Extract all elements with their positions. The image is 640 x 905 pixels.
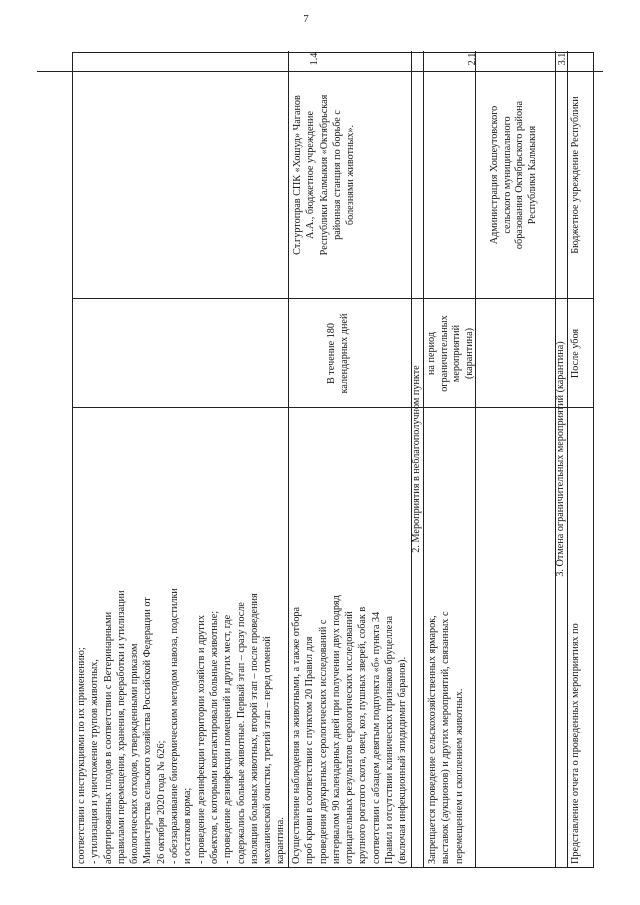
row-3-1-responsible: Бюджетное учреждение Республики: [570, 96, 581, 254]
text-line: районная станция по борьбе с: [331, 110, 343, 240]
row-2-1-responsible: [485, 54, 555, 296]
text-line: сельского муниципального: [501, 116, 513, 234]
continuation-text: [75, 411, 287, 864]
col-border-responsible: [73, 298, 593, 299]
page-number: 7: [303, 13, 309, 25]
text-line: мероприятий: [451, 324, 462, 383]
text-line: интервалом 90 календарных дней при получении двух подряд: [330, 595, 342, 864]
text-line: проведения двукратных серологических исследований с: [317, 619, 329, 864]
text-line: перемещением и скоплением животных.: [453, 688, 465, 864]
text-line: - проведение дезинфекции территории хозяйств и других: [195, 615, 207, 864]
text-line: (включая инфекционный эпидидимит баранов).: [397, 656, 409, 864]
text-line: 26 октября 2020 года № 626;: [155, 740, 167, 864]
text-line: Ст.гуртоправ СПК «Хошуд» Чаганов: [292, 95, 303, 255]
text-line: объектов, с которыми контактировали больные животные;: [208, 610, 220, 864]
text-line: биологических отходов, утвержденными приказом: [129, 643, 141, 864]
text-line: календарных дней: [339, 313, 351, 394]
text-line: изоляции больных животных, второй этап – после проведения: [248, 593, 260, 864]
section-3-header: 3. Отмена ограничительных мероприятий (карантина): [555, 341, 566, 577]
text-line: (карантина): [463, 327, 475, 380]
section-2-header: 2. Мероприятия в неблагополучном пункте: [411, 365, 422, 553]
row-3-1-term: После убоя: [570, 328, 581, 379]
row-2-1-text: [426, 411, 474, 864]
text-line: В течение 180: [326, 323, 337, 384]
responsible-cell: [288, 54, 411, 296]
row-number-3-1: 3.1: [557, 52, 568, 66]
text-line: ограничительных: [438, 315, 450, 392]
text-line: проб крови в соответствии с пунктом 20 Правил для: [304, 636, 316, 864]
text-line: - обеззараживание биотермическим методом навоза, подстилки: [169, 588, 181, 864]
row-border: [423, 51, 424, 867]
text-line: - утилизация и уничтожение трупов животных,: [89, 659, 101, 864]
text-line: - проведение дезинфекции помещений и других мест, где: [222, 614, 234, 864]
text-line: абортированных плодов в соответствии с Ветеринарными: [102, 611, 114, 864]
number-column-border: [37, 71, 603, 72]
text-line: Администрация Хошеутовского: [489, 105, 500, 245]
col-border-term: [73, 407, 593, 408]
text-line: Республики Калмыкия «Октябрьская: [318, 94, 330, 256]
text-line: выставок (аукционов) и других мероприятий, связанных с: [440, 611, 452, 864]
row-number-1-4: 1.4: [309, 52, 320, 66]
row-border: [567, 51, 568, 867]
text-line: правилами перемещения, хранения, переработки и утилизации: [115, 590, 127, 864]
text-line: болезнями животных».: [345, 124, 357, 226]
row-number-2-1: 2.1: [467, 52, 478, 66]
row-border: [475, 51, 476, 867]
text-line: отрицательных результатов серологических исследований: [344, 611, 356, 864]
row-1-4-term: [325, 302, 365, 405]
text-line: и остатков корма;: [182, 787, 194, 864]
text-line: образования Октябрьского района: [514, 100, 525, 250]
text-line: соответствии с инструкциями по их применению;: [76, 647, 87, 864]
row-1-4-text: [290, 411, 411, 864]
text-line: Запрещается проведение сельскохозяйственных ярмарок,: [427, 615, 438, 864]
text-line: механической очистки, третий этап – перед отменой: [262, 636, 274, 864]
text-line: содержались больные животные. Первый этап – сразу после: [235, 602, 247, 864]
text-line: соответствии с абзацем девятым подпункта «б» пункта 34: [370, 611, 382, 864]
text-line: крупного рогатого скота, овец, коз, пушных зверей, собак в: [357, 606, 369, 864]
text-line: А.А., бюджетное учреждение: [305, 111, 317, 239]
text-line: на период: [426, 331, 437, 376]
text-line: Осуществление наблюдения за животными, а также отбора: [291, 606, 302, 864]
text-line: карантина.: [275, 817, 287, 864]
text-line: Правил и отсутствии клинических признаков бруцеллеза: [384, 616, 396, 864]
row-2-1-term: [426, 302, 482, 405]
row-3-1-text: Представление отчета о проведенных мероприятиях по: [570, 623, 581, 864]
text-line: Республики Калмыкия: [526, 125, 538, 225]
text-line: Министерства сельского хозяйства Российской Федерации от: [142, 597, 154, 864]
measures-table: [72, 52, 594, 868]
